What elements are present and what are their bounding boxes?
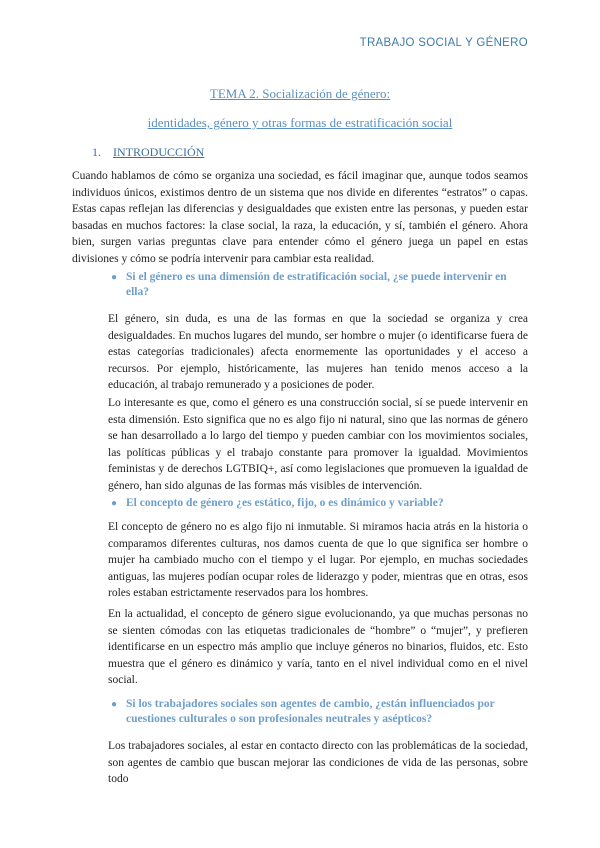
bullet-text: Si el género es una dimensión de estratificación social, ¿se puede intervenir en ella? [126, 271, 507, 298]
bullet-question [111, 270, 528, 300]
section-heading [92, 145, 204, 160]
bullet-dot-icon: ● [111, 699, 118, 710]
intro-paragraph: Cuando hablamos de cómo se organiza una sociedad, es fácil imaginar que, aunque todos seamos individuos únicos, existimos dentro de un sistema que nos divide en diferentes “estratos” o capas. Estas capas reflejan las diferencias y desigualdades que existen entre las personas, y pueden estar basadas en muchos factores: la clase social, la raza, la educación, y sí, también el género. Ahora bien, surgen varias preguntas clave para entender cómo el género juega un papel en estas divisiones y cómo se podría intervenir para cambiar esta realidad. [72, 170, 528, 265]
bullet-text: El concepto de género ¿es estático, fijo, o es dinámico y variable? [126, 497, 444, 509]
bullet-question [111, 697, 528, 727]
document-title: TEMA 2. Socialización de género: [209, 86, 391, 101]
body-paragraph: Los trabajadores sociales, al estar en contacto directo con las problemáticas de la sociedad, son agentes de cambio que buscan mejorar las condiciones de vida de las personas, sobre todo [108, 740, 528, 785]
bullet-dot-icon: ● [111, 272, 118, 283]
bullet-question [111, 496, 528, 511]
running-header: TRABAJO SOCIAL Y GÉNERO [359, 37, 528, 49]
body-paragraph: En la actualidad, el concepto de género sigue evolucionando, ya que muchas personas no se sienten cómodas con las etiquetas tradicionales de “hombre” o “mujer”, y prefieren identificarse en un espectro más amplio que incluye géneros no binarios, fluidos, etc. Esto muestra que el género es dinámico y varía, tanto en el nivel individual como en el nivel social. [108, 608, 528, 686]
document-subtitle: identidades, género y otras formas de estratificación social [147, 115, 453, 130]
section-label: INTRODUCCIÓN [113, 145, 205, 159]
body-paragraph: Lo interesante es que, como el género es una construcción social, sí se puede intervenir en esta dimensión. Esto significa que no es algo fijo ni natural, sino que las normas de género se han desarrollado a lo largo del tiempo y pueden cambiar con los movimientos sociales, las políticas públicas y el trabajo constante para promover la igualdad. Movimientos feministas y de derechos LGTBIQ+, así como legislaciones que promueven la igualdad de género, han sido algunas de las formas más visibles de intervención. [108, 397, 528, 492]
body-paragraph: El concepto de género no es algo fijo ni inmutable. Si miramos hacia atrás en la historia o comparamos diferentes culturas, nos damos cuenta de que lo que significa ser hombre o mujer ha cambiado mucho con el tiempo y el lugar. Por ejemplo, en muchas sociedades antiguas, las mujeres podían ocupar roles de liderazgo y poder, mientras que en otras, esos roles estaban estrictamente reservados para los hombres. [108, 521, 528, 599]
bullet-dot-icon: ● [111, 498, 118, 509]
body-paragraph: El género, sin duda, es una de las formas en que la sociedad se organiza y crea desigualdades. En muchos lugares del mundo, ser hombre o mujer (o identificarse fuera de estas categorías tradicionales) afecta enormemente las oportunidades y el acceso a recursos. Por ejemplo, históricamente, las mujeres han tenido menos acceso a la educación, al trabajo remunerado y a posiciones de poder. [108, 313, 528, 391]
section-number: 1. [92, 145, 101, 159]
bullet-text: Si los trabajadores sociales son agentes de cambio, ¿están influenciados por cuestiones culturales o son profesionales neutrales y asépticos? [126, 698, 495, 725]
